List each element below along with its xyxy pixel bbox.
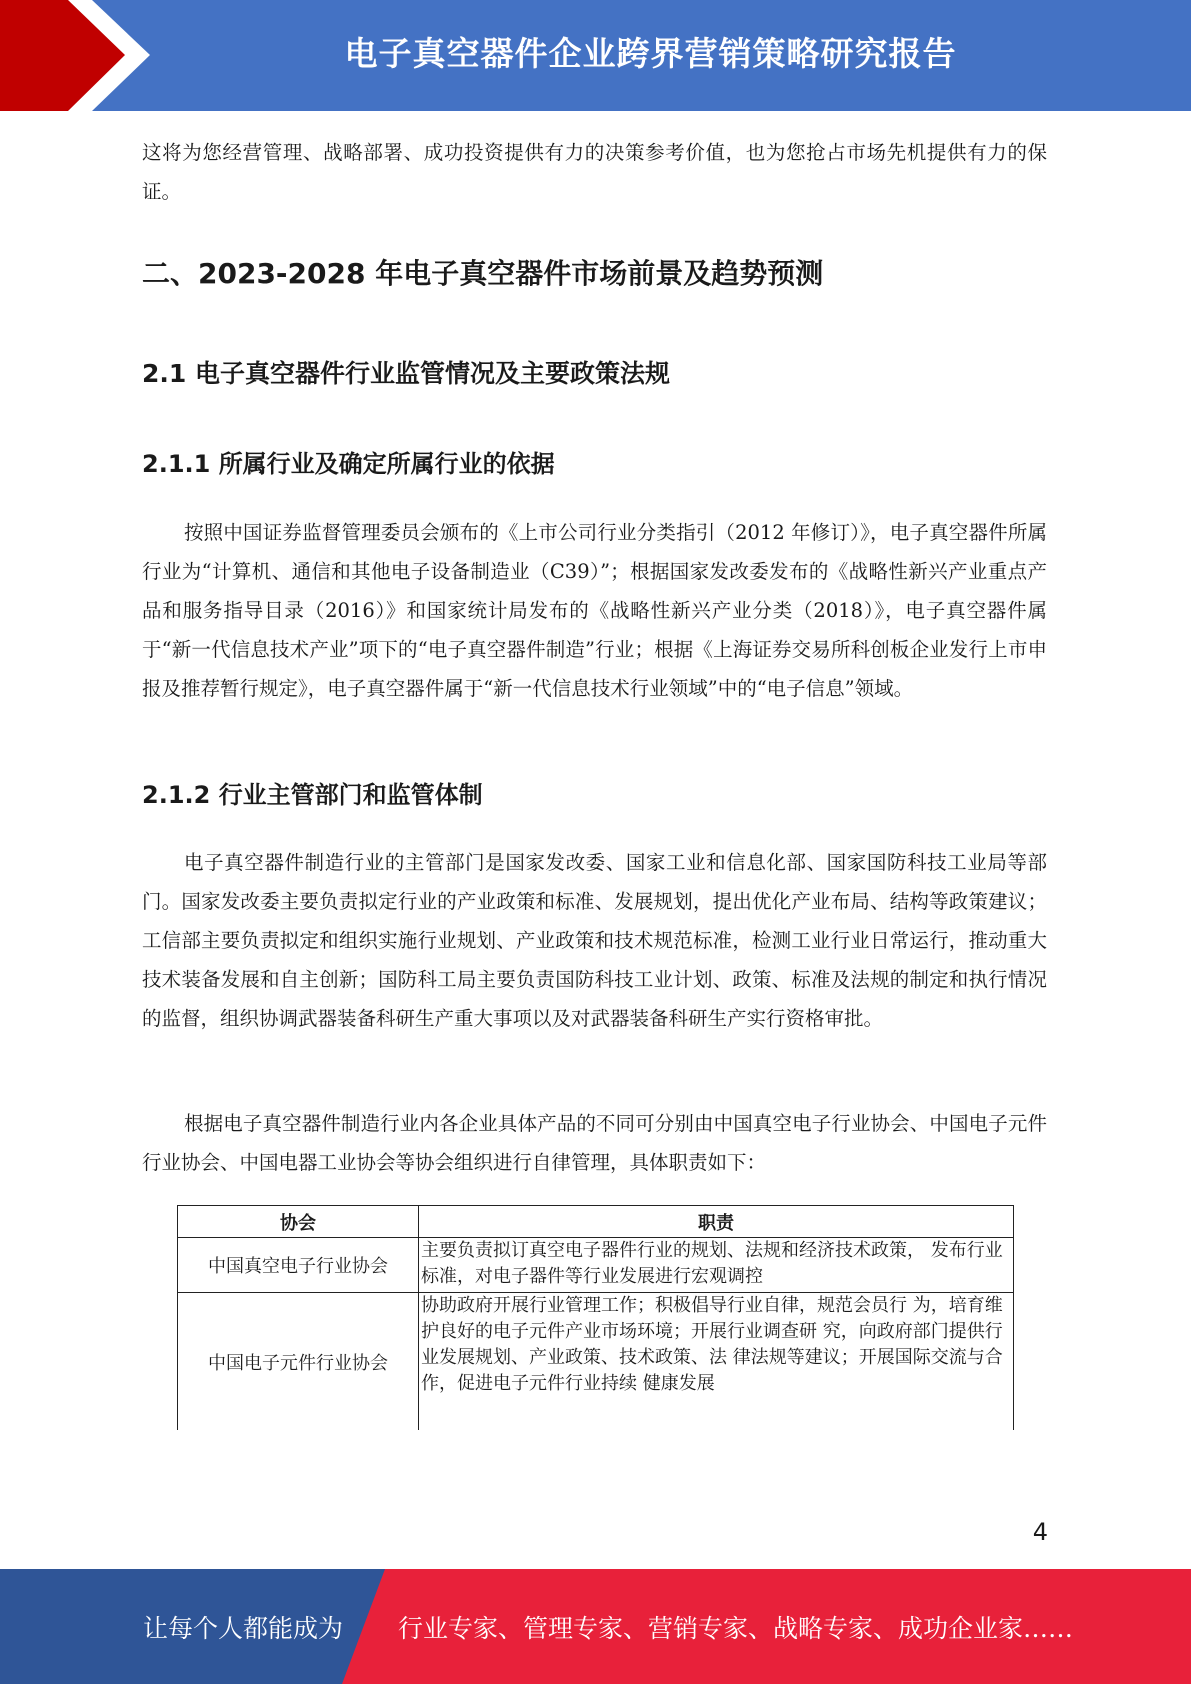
header-red-arrow-icon	[0, 0, 150, 111]
association-duty: 主要负责拟订真空电子器件行业的规划、法规和经济技术政策， 发布行业标准，对电子器件等行业发展进行宏观调控	[419, 1238, 1014, 1293]
table-header-association: 协会	[178, 1206, 419, 1238]
association-name: 中国真空电子行业协会	[178, 1238, 419, 1293]
section-2-1-1-heading: 2.1.1 所属行业及确定所属行业的依据	[142, 450, 555, 478]
association-name: 中国电子元件行业协会	[178, 1293, 419, 1431]
table-header-duty: 职责	[419, 1206, 1014, 1238]
table-row	[178, 1293, 1014, 1431]
page-number: 4	[1032, 1518, 1048, 1546]
intro-paragraph: 这将为您经营管理、战略部署、成功投资提供有力的决策参考价值，也为您抢占市场先机提供有力的保证。	[142, 141, 1047, 203]
page-header	[0, 0, 1191, 111]
table-header-row	[178, 1206, 1014, 1238]
association-duty: 协助政府开展行业管理工作；积极倡导行业自律，规范会员行 为，培育维护良好的电子元件产业市场环境；开展行业调查研 究，向政府部门提供行业发展规划、产业政策、技术政策、法 律法规等建议；开展国际交流与合作，促进电子元件行业持续 健康发展	[419, 1293, 1014, 1431]
association-duties-table	[177, 1205, 1014, 1430]
report-title: 电子真空器件企业跨界营销策略研究报告	[344, 34, 957, 73]
footer-slogan-left: 让每个人都能成为	[143, 1614, 344, 1643]
page-footer	[0, 1569, 1191, 1684]
table-row	[178, 1238, 1014, 1293]
section-2-1-heading: 2.1 电子真空器件行业监管情况及主要政策法规	[142, 359, 670, 388]
section-2-heading: 二、2023-2028 年电子真空器件市场前景及趋势预测	[142, 257, 824, 290]
footer-slogan-right: 行业专家、管理专家、营销专家、战略专家、成功企业家……	[398, 1614, 1074, 1643]
section-2-1-2-body-1: 电子真空器件制造行业的主管部门是国家发改委、国家工业和信息化部、国家国防科技工业局等部门。国家发改委主要负责拟定行业的产业政策和标准、发展规划，提出优化产业布局、结构等政策建议；工信部主要负责拟定和组织实施行业规划、产业政策和技术规范标准，检测工业行业日常运行，推动重大技术装备发展和自主创新；国防科工局主要负责国防科技工业计划、政策、标准及法规的制定和执行情况的监督，组织协调武器装备科研生产重大事项以及对武器装备科研生产实行资格审批。	[142, 851, 1047, 1030]
section-2-1-1-body: 按照中国证券监督管理委员会颁布的《上市公司行业分类指引（2012 年修订）》，电子真空器件所属行业为“计算机、通信和其他电子设备制造业（C39）”；根据国家发改委发布的《战略性新兴产业重点产品和服务指导目录（2016）》和国家统计局发布的《战略性新兴产业分类（2018）》，电子真空器件属于“新一代信息技术产业”项下的“电子真空器件制造”行业；根据《上海证券交易所科创板企业发行上市申报及推荐暂行规定》，电子真空器件属于“新一代信息技术行业领域”中的“电子信息”领域。	[142, 521, 1047, 700]
section-2-1-2-body-2: 根据电子真空器件制造行业内各企业具体产品的不同可分别由中国真空电子行业协会、中国电子元件行业协会、中国电器工业协会等协会组织进行自律管理，具体职责如下：	[142, 1112, 1047, 1174]
section-2-1-2-heading: 2.1.2 行业主管部门和监管体制	[142, 781, 483, 809]
